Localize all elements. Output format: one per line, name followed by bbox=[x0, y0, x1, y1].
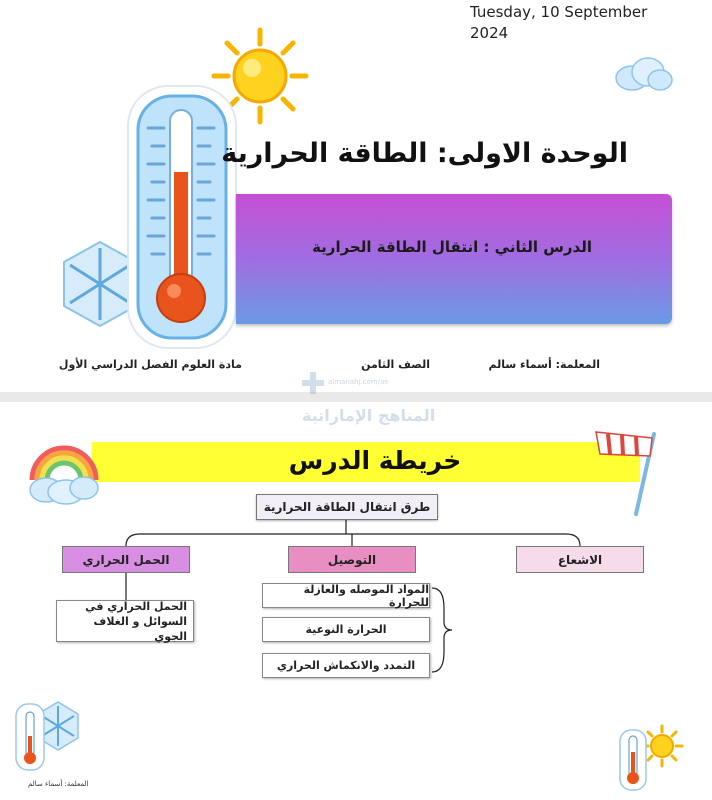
convection-box: الحمل الحراري bbox=[62, 546, 190, 573]
thermometer-snowflake-icon bbox=[12, 698, 80, 772]
radiation-box: الاشعاع bbox=[516, 546, 644, 573]
convection-item: الحمل الحراري في السوائل و الغلاف الجوي bbox=[56, 600, 194, 642]
lesson-banner bbox=[236, 194, 672, 324]
teacher-name: المعلمة: أسماء سالم bbox=[488, 358, 600, 371]
watermark bbox=[300, 372, 436, 432]
date-line-1: Tuesday, 10 September bbox=[470, 3, 648, 21]
conduction-item-specific-heat: الحرارة النوعية bbox=[262, 617, 430, 642]
plus-logo-icon bbox=[302, 372, 324, 394]
thermometer-icon bbox=[124, 84, 240, 350]
conduction-box: التوصيل bbox=[288, 546, 416, 573]
slide-lesson-map bbox=[0, 402, 712, 800]
date-line-2: 2024 bbox=[470, 24, 509, 42]
thermometer-sun-icon bbox=[618, 724, 682, 792]
teacher-footer: المعلمة: أسماء سالم bbox=[28, 780, 89, 788]
watermark-site: المناهج الإماراتية bbox=[302, 406, 436, 425]
grade-label: الصف الثامن bbox=[361, 358, 430, 371]
conduction-item-expansion: التمدد والانكماش الحراري bbox=[262, 653, 430, 678]
map-title: خريطة الدرس bbox=[288, 446, 462, 475]
cloud-icon bbox=[612, 54, 674, 94]
slide-title bbox=[0, 0, 712, 392]
unit-title: الوحدة الاولى: الطاقة الحرارية bbox=[221, 138, 628, 169]
root-topic-box: طرق انتقال الطاقة الحرارية bbox=[256, 494, 438, 520]
watermark-url: almanahj.com/ae bbox=[328, 378, 389, 386]
subject-label: مادة العلوم الفصل الدراسي الأول bbox=[58, 358, 242, 371]
date-header bbox=[470, 2, 670, 44]
lesson-title: الدرس الثاني : انتقال الطاقة الحرارية bbox=[312, 238, 592, 256]
conduction-item-conductors: المواد الموصله والعازلة للحرارة bbox=[262, 583, 430, 608]
